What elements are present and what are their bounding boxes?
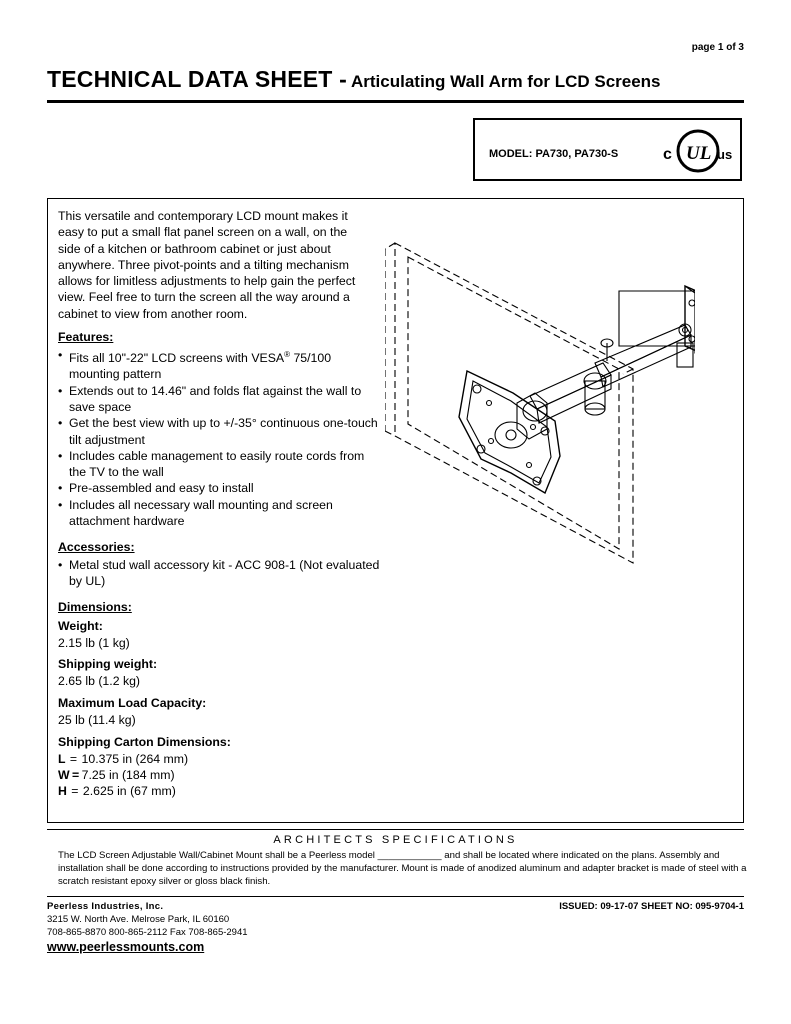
ul-certification-logo-icon xyxy=(661,126,735,176)
list-item: • Fits all 10"-22" LCD screens with VESA® 75/100 mounting pattern xyxy=(58,347,380,383)
list-item: • Includes all necessary wall mounting and screen attachment hardware xyxy=(58,497,380,530)
svg-text:c: c xyxy=(663,146,672,163)
weight-label: Weight: xyxy=(58,619,103,633)
accessories-heading: Accessories: xyxy=(58,540,135,554)
website-link[interactable]: www.peerlessmounts.com xyxy=(47,940,205,954)
dimensions-heading: Dimensions: xyxy=(58,600,132,614)
list-item: • Get the best view with up to +/-35° continuous one-touch tilt adjustment xyxy=(58,415,380,448)
shipping-weight-label: Shipping weight: xyxy=(58,657,158,671)
title-rule xyxy=(47,100,744,103)
architects-rule xyxy=(47,829,744,830)
company-address: 3215 W. North Ave. Melrose Park, IL 60160 xyxy=(47,914,230,925)
shipping-weight-value: 2.65 lb (1.2 kg) xyxy=(58,674,141,688)
max-load-value: 25 lb (11.4 kg) xyxy=(58,713,136,727)
carton-dimensions-label: Shipping Carton Dimensions: xyxy=(58,735,231,749)
title-subtitle: Articulating Wall Arm for LCD Screens xyxy=(351,72,661,91)
carton-height: H = 2.625 in (67 mm) xyxy=(58,784,176,798)
accessories-list xyxy=(58,557,380,590)
weight-value: 2.15 lb (1 kg) xyxy=(58,636,130,650)
list-item: • Pre-assembled and easy to install xyxy=(58,480,380,496)
model-box xyxy=(473,118,742,181)
company-phones: 708-865-8870 800-865-2112 Fax 708-865-2941 xyxy=(47,927,248,938)
list-item: • Includes cable management to easily route cords from the TV to the wall xyxy=(58,448,380,481)
company-name: Peerless Industries, Inc. xyxy=(47,901,164,912)
svg-text:us: us xyxy=(717,147,733,162)
title-main: TECHNICAL DATA SHEET - xyxy=(47,66,347,92)
features-list xyxy=(58,347,380,529)
model-label: MODEL: PA730, PA730-S xyxy=(489,148,619,160)
list-item: • Metal stud wall accessory kit - ACC 908-1 (Not evaluated by UL) xyxy=(58,557,380,590)
page-title xyxy=(47,66,661,93)
list-item: • Extends out to 14.46" and folds flat against the wall to save space xyxy=(58,383,380,416)
wall-arm-mount-icon xyxy=(385,231,695,571)
page-number: page 1 of 3 xyxy=(691,42,744,53)
architects-specifications-text: The LCD Screen Adjustable Wall/Cabinet Mount shall be a Peerless model ____________ and shall be located where indicated on the plans. Assembly and installation shall be done according to instructions provided by the manufacturer. Mount is made of anodized aluminum and adapter bracket is made of steel with a scratch resistant epoxy silver or gloss black finish. xyxy=(58,850,747,887)
footer-rule xyxy=(47,896,744,897)
features-heading: Features: xyxy=(58,330,114,344)
svg-text:UL: UL xyxy=(686,143,712,164)
issued-sheet-number: ISSUED: 09-17-07 SHEET NO: 095-9704-1 xyxy=(559,901,744,912)
carton-length: L = 10.375 in (264 mm) xyxy=(58,752,189,766)
content-box xyxy=(47,198,744,823)
intro-paragraph: This versatile and contemporary LCD mount makes it easy to put a small flat panel screen on a wall, on the side of a kitchen or bathroom cabinet or just about anywhere. Three pivot-points and a tilting mechanism allows for limitless adjustments to help gain the perfect view. Feel free to turn the screen all the way around a cabinet to view from another room. xyxy=(58,209,356,321)
max-load-label: Maximum Load Capacity: xyxy=(58,696,207,710)
architects-specifications-heading: ARCHITECTS SPECIFICATIONS xyxy=(273,834,518,846)
carton-width: W = 7.25 in (184 mm) xyxy=(58,768,175,782)
